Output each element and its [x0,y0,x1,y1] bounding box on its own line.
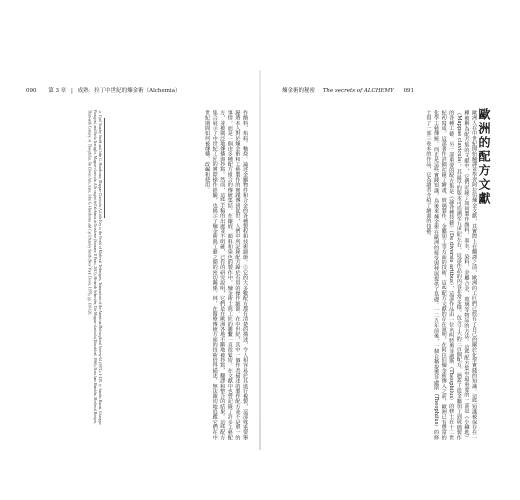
left-page-body: 作酪料、焰料、釉烧。論述金屬物件和合金的各種製程和技術細節。②它的大多數配方都有清楚的描述，令人相容易於其進行複製，這部殊重要擧歸將本人對於煉金術和工藝製作的實踐傳到從世，人們中所記錄配方歸於有用的操作細節。在中世紀，其中一個作者描述的製作配方並不是單一的事情，而是一個由多種配方組合的傳統集結。在鑲嵌、顏料和染色的製作中，煉金術士與工匠的聯繫一直很緊密，在文獻中也曾記錄了許多工藝配方，並被廣泛地傳播與抄寫。然而，這些手稿的出處並不明確，已有的研究說明，它們是在歐洲各地不斷地被抄寫、翻譯和整合的結果。這些配方集合展示了中世紀工匠的實際操作經驗，也揭示了煉金術與工藝之間的密切關係。林，在醫療傳統方面的技術倍得描述，無法確切地追蹤它們在中世紀期間如何被傳播、改編和使用。 [204,110,248,440]
footnotes: ① Cyril Stanley Smith and John G. Hawthorne, Mappae Clavicula: A Little Key to the World of Medieval Techniques, Transactions of the American Philosophical Society 64 (1974): 1-128. ② Sandro Baroni, Giuseppe Pizzigoni, and Paola Travaglio, Mappae clavicula: Alle origini dell'alchimia in Occidente (Saonara: Il Prato, 2013); Heinrich Schneider, Die Mappae clavicula (Düsseldorf, 1966); Dora Jane Hamblin, Medieval Recipes, Thirteenth Century. ③ Theophilus, On Divers Arts, trans. John G. Hawthorne and Cyril Stanley Smith (New York: Dover, 1979), pp. 119-120. [87,110,102,425]
book-gutter [259,70,261,450]
left-page-number: 090 [26,88,37,94]
book-subtitle: The secrets of ALCHEMY [322,88,394,94]
chapter-title: 成熟：拉丁中世紀的煉金術（Alchemia） [77,88,181,94]
chapter-number: 第 3 章 [48,88,67,94]
left-page-header [26,86,180,94]
right-page-header [282,86,414,94]
book-title: 煉金術的秘密 [282,88,316,94]
section-heading: 歐洲的配方文獻 [477,108,491,206]
header-separator: | [71,88,73,94]
footnote-divider [104,118,105,218]
right-page-body: 歐洲人在中世紀開始翻譯並學習阿拉伯煉金文獻，其實際上在翻譯之前，歐洲的工匠們已經有了自己的關於化學實踐的知識。這些知識被保存在一種被稱為配方集的文獻中，它們記錄了如何製作顏料、墨水、染料、金屬合金、玻璃等物品的方法。這些配方集中最重要的一部是《小鑰匙》（Mappae clavicula），其最早的版本可追溯至九世紀左右。這部作品的內容非常多樣，包含了大約三百個配方，涵蓋了從金屬加工到玻璃製作的各種工藝。另一部重要的配方集是《論各種技藝》（De diversis artibus），這部作品由一位名叫特奧菲盧斯（Theophilus）的修士在十二世紀初寫成。這部著作詳細記錄了繪畫、玻璃製作、金屬加工等方面的技術。這些配方文獻的存在說明，在阿拉伯煉金術傳入之前，歐洲已有豐富的化學工藝傳統。而正是這些實踐知識，為後來煉金術在歐洲的接受與發展提供了基礎。一二五年前後，一個自稱提奧菲盧斯（Theophilus）的修士寫了一部三卷本的作品，它為讀者介紹了繪畫的技藝。 [425,110,477,440]
right-page-number: 091 [403,88,415,94]
